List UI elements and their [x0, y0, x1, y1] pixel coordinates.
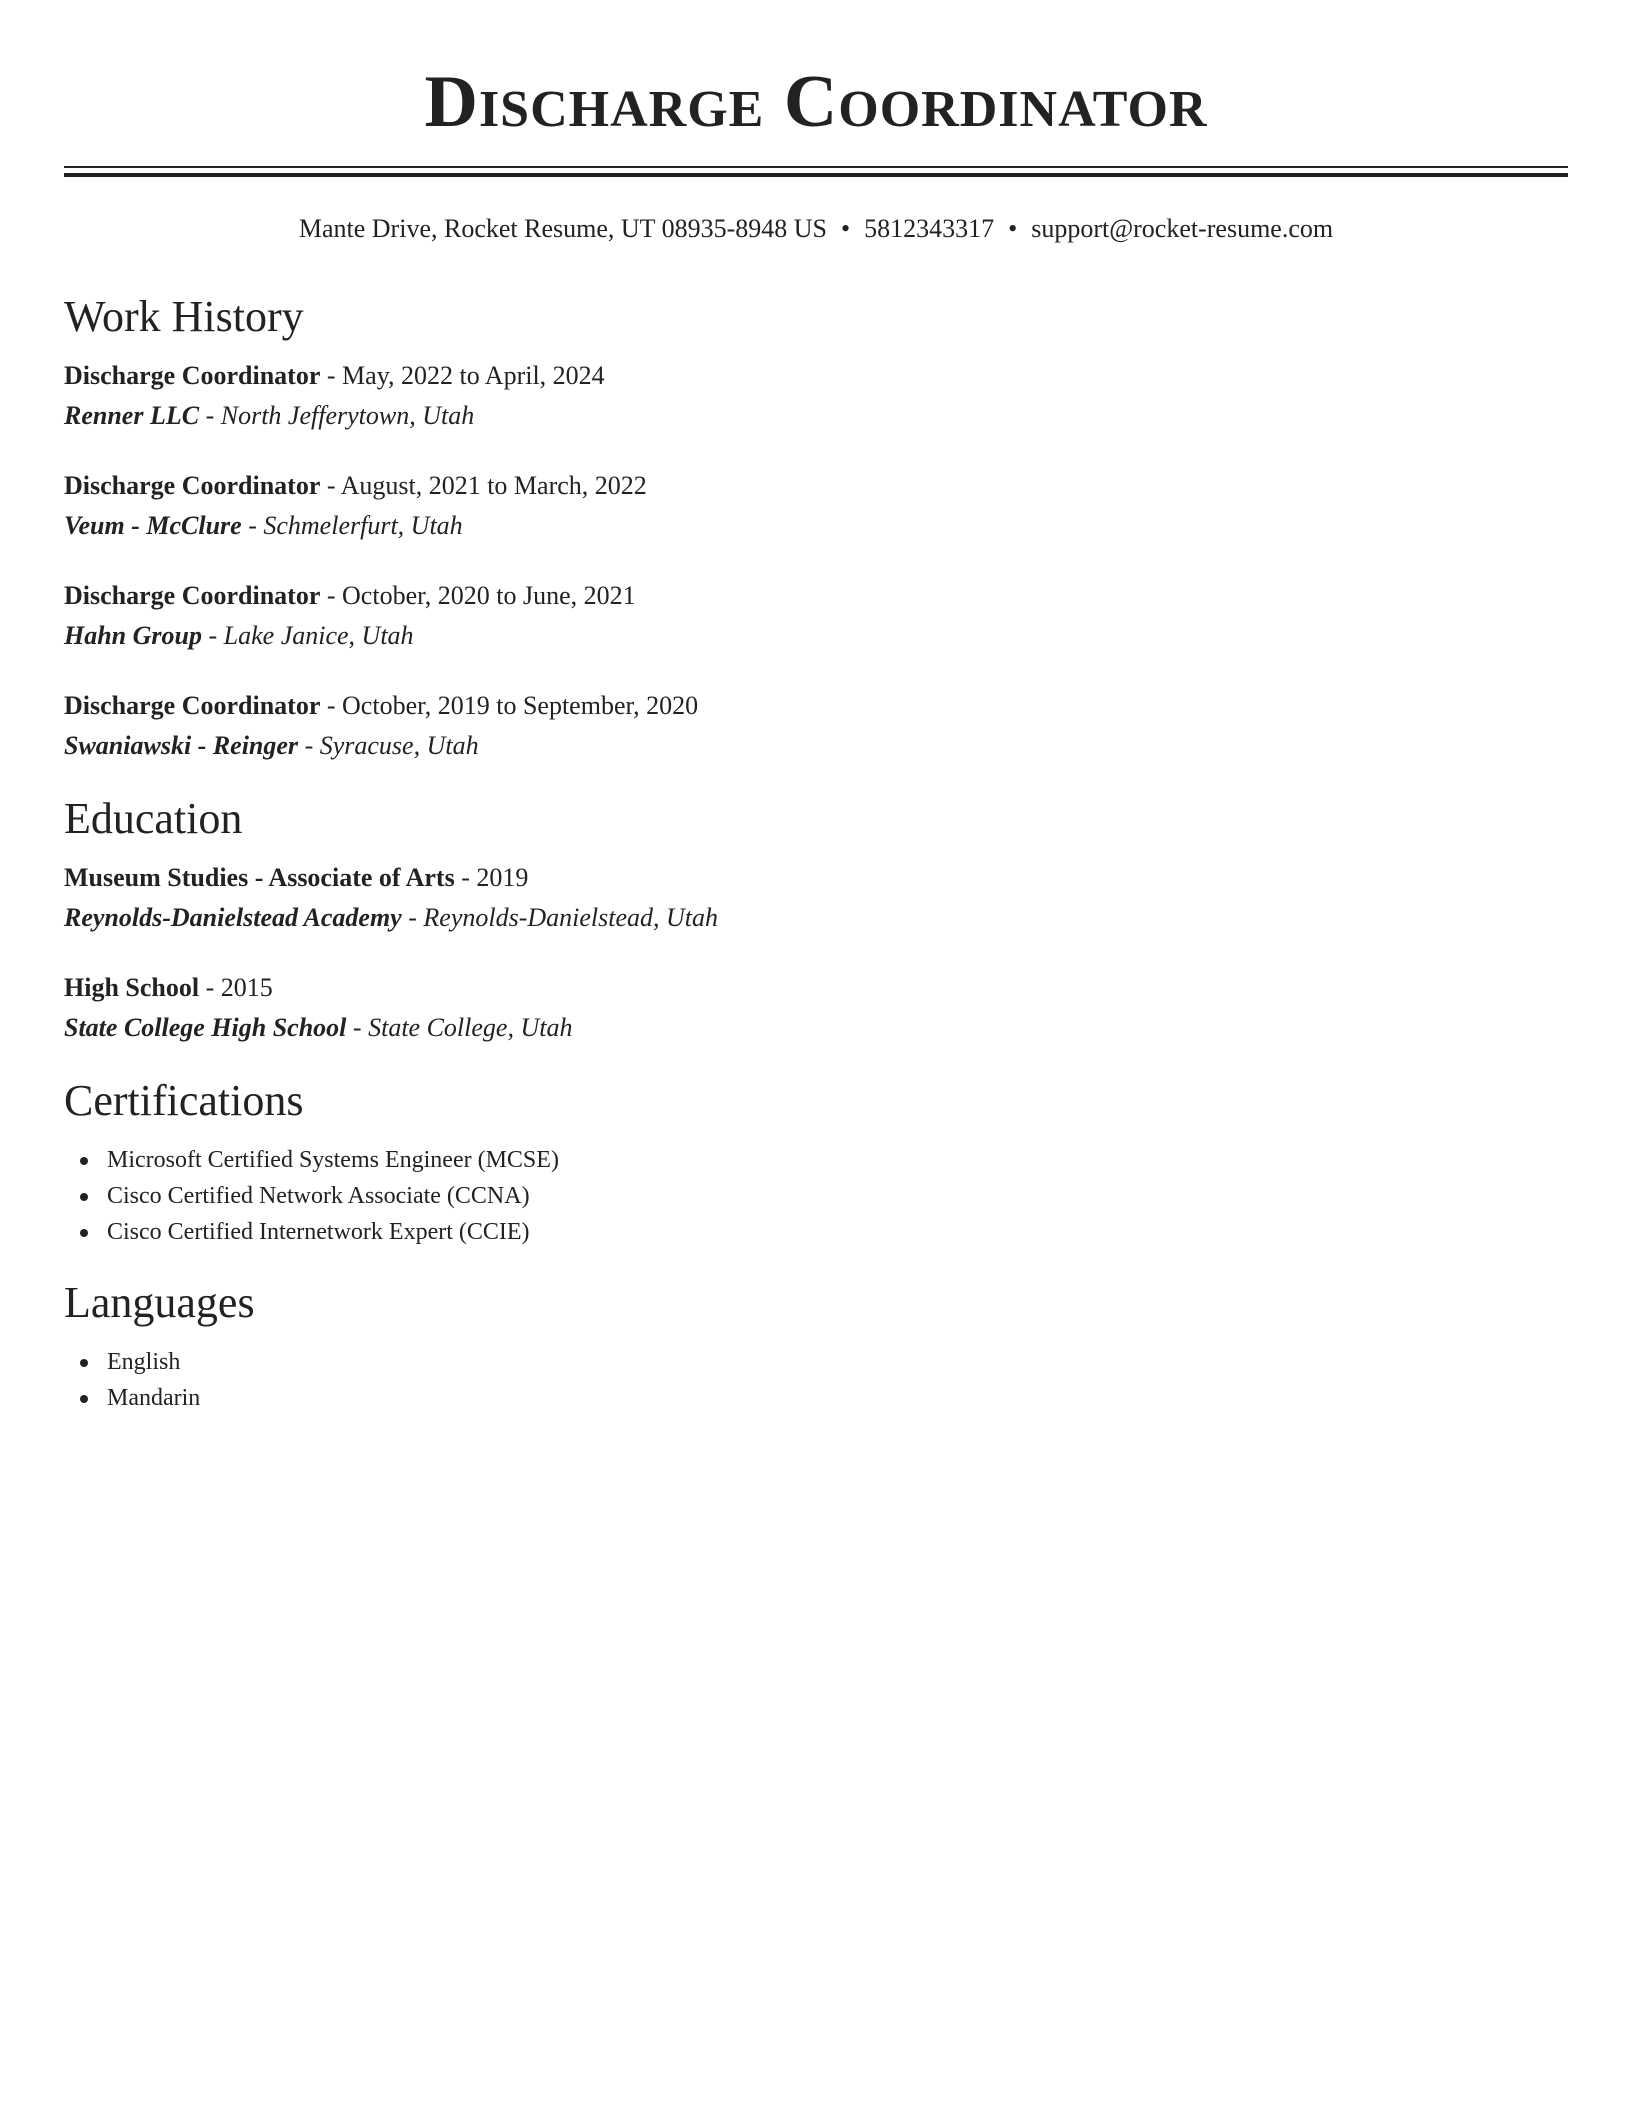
work-dates: August, 2021 to March, 2022	[340, 471, 647, 500]
resume-page	[64, 0, 1568, 1416]
header-divider	[64, 166, 1568, 178]
certification-item: Microsoft Certified Systems Engineer (MCSE)	[64, 1142, 1568, 1178]
education-location: State College, Utah	[368, 1013, 573, 1042]
education-location: Reynolds-Danielstead, Utah	[423, 903, 718, 932]
education-school: State College High School	[64, 1013, 347, 1042]
contact-phone: 5812343317	[864, 214, 995, 243]
contact-email: support@rocket-resume.com	[1031, 214, 1334, 243]
work-dates: May, 2022 to April, 2024	[342, 361, 605, 390]
work-location: Schmelerfurt, Utah	[263, 511, 463, 540]
education-degree: High School	[64, 973, 200, 1002]
divider-thin-line	[64, 166, 1568, 168]
language-item: Mandarin	[64, 1380, 1568, 1416]
work-history-heading: Work History	[64, 292, 304, 341]
work-role: Discharge Coordinator	[64, 691, 321, 720]
education-year: 2019	[476, 863, 529, 892]
education-list	[64, 858, 1568, 1048]
resume-title: Discharge Coordinator	[424, 61, 1208, 143]
work-entry: Discharge Coordinator - October, 2020 to June, 2021 Hahn Group - Lake Janice, Utah	[64, 581, 636, 650]
contact-separator: •	[1008, 214, 1018, 243]
contact-address: Mante Drive, Rocket Resume, UT 08935-8948 US	[298, 214, 827, 243]
education-heading: Education	[64, 794, 243, 843]
contact-info	[64, 212, 1568, 246]
work-dates: October, 2020 to June, 2021	[342, 581, 636, 610]
language-item: English	[64, 1344, 1568, 1380]
work-location: Lake Janice, Utah	[223, 621, 414, 650]
languages-heading: Languages	[64, 1278, 255, 1327]
work-entry: Discharge Coordinator - May, 2022 to April, 2024 Renner LLC - North Jefferytown, Utah	[64, 361, 605, 430]
work-entry: Discharge Coordinator - October, 2019 to September, 2020 Swaniawski - Reinger - Syracuse, Utah	[64, 691, 699, 760]
work-dates: October, 2019 to September, 2020	[342, 691, 699, 720]
education-year: 2015	[220, 973, 273, 1002]
work-role: Discharge Coordinator	[64, 361, 321, 390]
certifications-heading: Certifications	[64, 1076, 304, 1125]
education-entry: High School - 2015 State College High School - State College, Utah	[64, 973, 573, 1042]
certifications-list	[64, 1142, 1568, 1250]
work-location: Syracuse, Utah	[319, 731, 479, 760]
work-company: Renner LLC	[64, 401, 200, 430]
work-role: Discharge Coordinator	[64, 581, 321, 610]
education-school: Reynolds-Danielstead Academy	[64, 903, 402, 932]
work-location: North Jefferytown, Utah	[220, 401, 475, 430]
work-company: Veum - McClure	[64, 511, 242, 540]
work-company: Swaniawski - Reinger	[64, 731, 299, 760]
education-degree: Museum Studies - Associate of Arts	[64, 863, 455, 892]
certification-item: Cisco Certified Network Associate (CCNA)	[64, 1178, 1568, 1214]
work-history-list	[64, 356, 1568, 766]
education-entry: Museum Studies - Associate of Arts - 2019 Reynolds-Danielstead Academy - Reynolds-Danielstead, Utah	[64, 863, 718, 932]
contact-separator: •	[840, 214, 851, 243]
languages-list	[64, 1344, 1568, 1416]
work-role: Discharge Coordinator	[64, 471, 321, 500]
certification-item: Cisco Certified Internetwork Expert (CCIE)	[64, 1214, 1568, 1250]
divider-thick-line	[64, 173, 1568, 177]
work-company: Hahn Group	[64, 621, 202, 650]
work-entry: Discharge Coordinator - August, 2021 to March, 2022 Veum - McClure - Schmelerfurt, Utah	[64, 471, 647, 540]
